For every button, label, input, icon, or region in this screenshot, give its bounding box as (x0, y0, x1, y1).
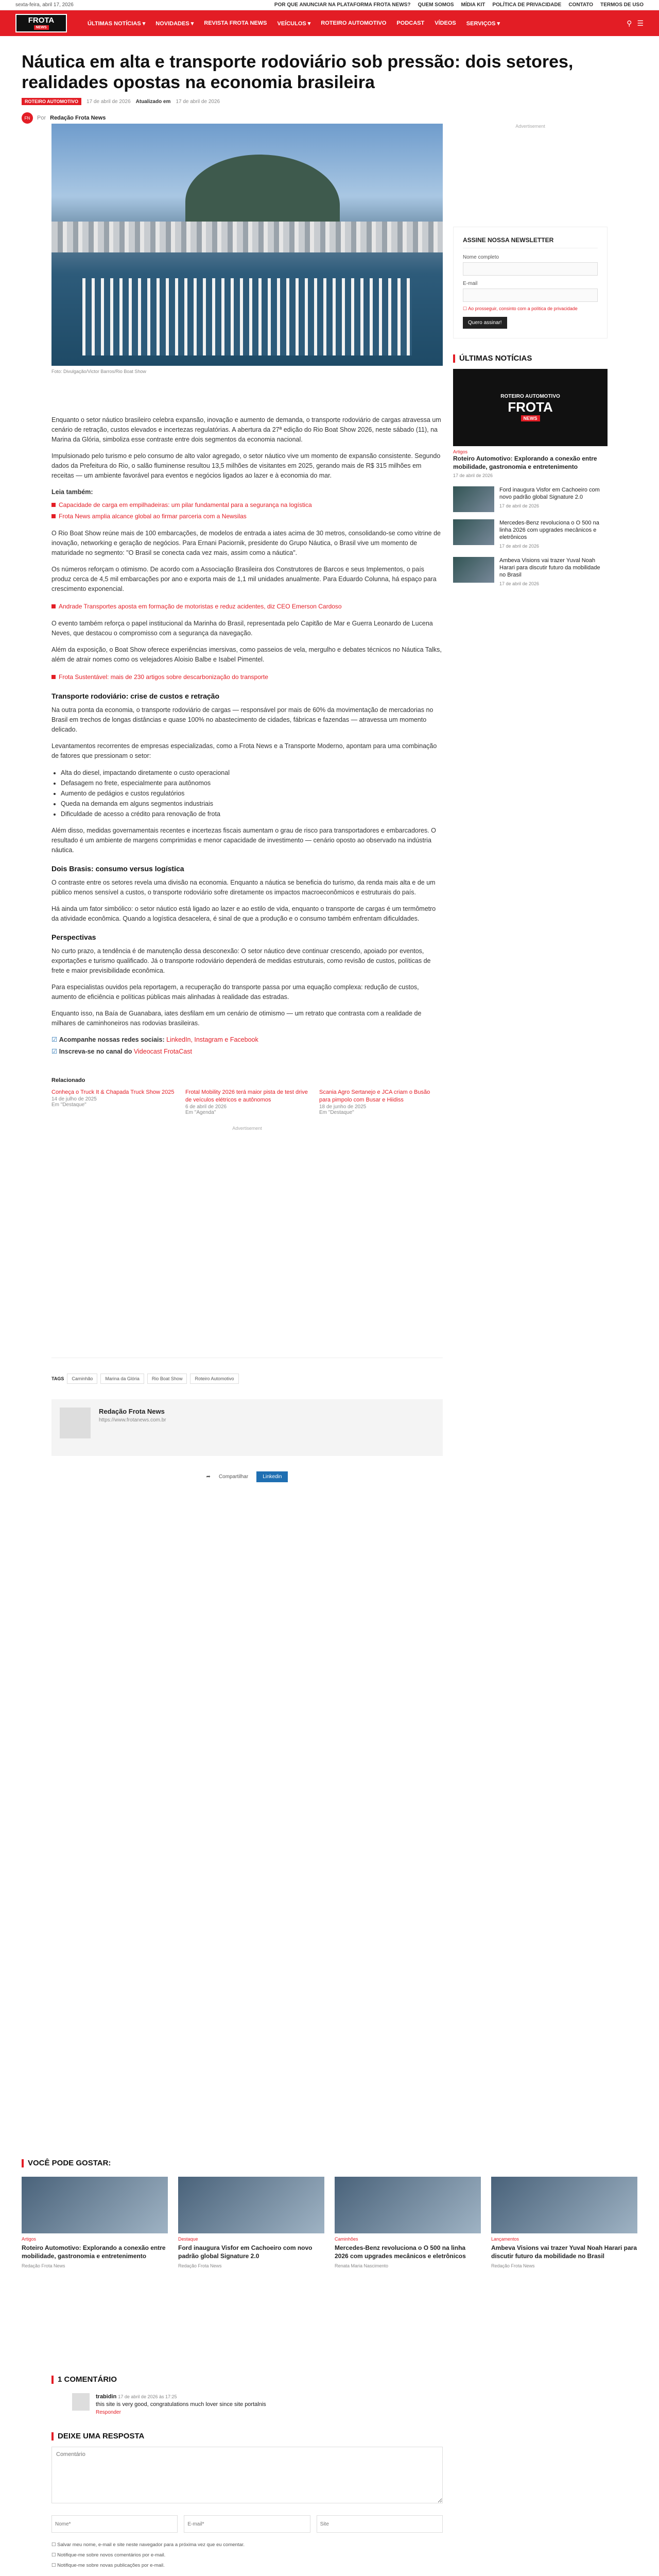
paragraph: Para especialistas ouvidos pela reportagem, a recuperação do transporte passa por uma equação complexa: redução de custos, aumento de eficiência e políticas públicas mais alinhadas à realidade das estradas. (51, 984, 419, 1001)
ad-label: Advertisement (515, 124, 545, 129)
related-item[interactable]: Frotal Mobility 2026 terá maior pista de test drive de veículos elétricos e autônomos 6 de abril de 2026 Em "Agenda" (185, 1089, 308, 1115)
name-field[interactable] (51, 2515, 178, 2533)
category-badge[interactable]: ROTEIRO AUTOMOTIVO (22, 98, 81, 105)
comments-section (51, 2375, 443, 2576)
ad-slot (51, 1131, 443, 1358)
section-heading: Perspectivas (51, 933, 96, 941)
image-caption: Foto: Divulgação/Victor Barros/Rio Boat Show (51, 369, 146, 374)
comments-title: 1 COMENTÁRIO (51, 2375, 443, 2384)
reply-title: DEIXE UMA RESPOSTA (51, 2432, 443, 2441)
tag-list (51, 1374, 443, 1384)
share-label: Compartilhar (218, 1474, 249, 1480)
list-item: • Alta do diesel, impactando diretamente o custo operacional (61, 768, 443, 778)
comment-date: 17 de abril de 2026 às 17:25 (118, 2394, 177, 2399)
hero-image (51, 124, 443, 366)
paragraph: Há ainda um fator simbólico: o setor náutico está ligado ao lazer e ao estilo de vida, enquanto o transporte de cargas é um termômetro da atividade econômica. Quando a logística desacelera, é sinal de que a produção e o consumo também enfrentam dificuldades. (51, 905, 436, 922)
main-nav (88, 20, 500, 27)
notify-posts-checkbox[interactable]: ☐ (51, 2563, 56, 2568)
paragraph: Além disso, medidas governamentais recentes e incertezas fiscais aumentam o grau de risco para transportadores e embarcadores. O resultado é um ambiente de margens comprimidas e menor capacidade de investimento — cenário oposto ao observado na indústria náutica. (51, 827, 436, 854)
nav-videos[interactable]: VÍDEOS (435, 20, 456, 26)
newsletter-box (453, 227, 608, 338)
author-box-name[interactable]: Redação Frota News (99, 1408, 165, 1415)
author-avatar: FN (22, 112, 33, 124)
related-link[interactable]: Frota News amplia alcance global ao firmar parceria com a Newsilas (51, 511, 443, 522)
newsletter-title: ASSINE NOSSA NEWSLETTER (463, 236, 598, 248)
nav-vehicles[interactable]: VEÍCULOS ▾ (277, 20, 311, 27)
comment-textarea[interactable] (51, 2447, 443, 2503)
article-body (51, 124, 443, 1482)
author-name[interactable]: Redação Frota News (50, 115, 106, 121)
paragraph: Na outra ponta da economia, o transporte rodoviário de cargas — responsável por mais de 60% da movimentação de mercadorias no Brasil em trechos de longas distâncias e quase 100% no abastecimento de cidades, fábricas e fazendas — atravessa um momento delicado. (51, 706, 433, 733)
top-link-privacy[interactable]: POLÍTICA DE PRIVACIDADE (492, 2, 562, 8)
site-logo[interactable]: FROTA NEWS (15, 14, 67, 32)
email-label: E-mail (463, 281, 478, 286)
updated-date: 17 de abril de 2026 (176, 98, 220, 105)
share-icon: ➦ (206, 1474, 211, 1480)
comment-text: this site is very good, congratulations much lover since site portalnis (96, 2401, 266, 2408)
paragraph: O contraste entre os setores revela uma divisão na economia. Enquanto a náutica se beneficia do turismo, da renda mais alta e de um público menos sensível a custos, o transporte rodoviário sofre diretamente os impactos macroeconômicos e estruturais do país. (51, 879, 436, 896)
related-label: Relacionado (51, 1077, 85, 1083)
sidebar (453, 124, 608, 587)
social-links[interactable]: LinkedIn, Instagram e Facebook (166, 1036, 258, 1043)
tag[interactable]: Caminhão (67, 1374, 97, 1384)
top-bar (0, 0, 659, 10)
paragraph: Além da exposição, o Boat Show oferece experiências imersivas, como passeios de vela, mergulho e debates técnicos no Náutica Talks, além de atrair nomes como os velejadores Aloisio Balbe e Isabel Pimentel. (51, 646, 442, 663)
menu-icon[interactable]: ☰ (637, 19, 644, 27)
you-may-like (22, 2159, 637, 2268)
top-link-terms[interactable]: TERMOS DE USO (600, 2, 644, 8)
paragraph: Enquanto o setor náutico brasileiro celebra expansão, inovação e aumento de demanda, o transporte rodoviário de cargas atravessa um cenário de retração, custos elevados e incertezas regulatórias. A abertura da 27ª edição do Rio Boat Show 2026, neste sábado (11), na Marina da Glória, simboliza esse contraste entre dois segmentos da economia nacional. (51, 416, 441, 443)
related-link[interactable]: Andrade Transportes aposta em formação de motoristas e reduz acidentes, diz CEO Emerson Cardoso (51, 601, 443, 612)
article-header (22, 52, 637, 124)
notify-comments-label: Notifique-me sobre novos comentários por e-mail. (57, 2552, 166, 2558)
sidebar-ad-slot (453, 129, 608, 227)
latest-item[interactable]: Mercedes-Benz revoluciona o O 500 na linha 2026 com upgrades mecânicos e eletrônicos 17 de abril de 2026 (453, 519, 608, 550)
paragraph: No curto prazo, a tendência é de manutenção dessa desconexão: O setor náutico deve continuar crescendo, apoiado por eventos, exportações e turismo qualificado. Já o transporte rodoviário dependerá de medidas estruturais, como revisão de custos, políticas de frete e maior previsibilidade econômica. (51, 947, 431, 974)
main-header (0, 10, 659, 36)
related-link[interactable]: Capacidade de carga em empilhadeiras: um pilar fundamental para a segurança na logística (51, 499, 443, 511)
nav-latest[interactable]: ÚLTIMAS NOTÍCIAS ▾ (88, 20, 146, 27)
subscribe-button[interactable]: Quero assinar! (463, 317, 507, 329)
author-prefix: Por (37, 115, 46, 121)
author-url[interactable]: https://www.frotanews.com.br (99, 1417, 166, 1423)
top-link-contact[interactable]: CONTATO (568, 2, 594, 8)
suggested-card[interactable]: Destaque Ford inaugura Visfor em Cachoeiro com novo padrão global Signature 2.0 Redação Frota News (178, 2177, 324, 2268)
consent-label: Ao prosseguir, consinto com a política de privacidade (468, 306, 578, 311)
suggested-card[interactable]: Lançamentos Ambeva Visions vai trazer Yuval Noah Harari para discutir futuro da mobilidade no Brasil Redação Frota News (491, 2177, 637, 2268)
author-photo (60, 1408, 91, 1438)
newsletter-name-input[interactable] (463, 262, 598, 276)
videocast-link[interactable]: Videocast FrotaCast (133, 1048, 192, 1055)
follow-label: Inscreva-se no canal do (59, 1048, 132, 1055)
notify-posts-label: Notifique-me sobre novas publicações por e-mail. (57, 2563, 165, 2568)
top-link-about[interactable]: QUEM SOMOS (418, 2, 454, 8)
you-may-like-title: VOCÊ PODE GOSTAR: (22, 2159, 637, 2167)
section-heading: Dois Brasis: consumo versus logística (51, 865, 184, 873)
tag[interactable]: Roteiro Automotivo (190, 1374, 238, 1384)
top-link-advertise[interactable]: POR QUE ANUNCIAR NA PLATAFORMA FROTA NEWS? (274, 2, 411, 8)
comment (72, 2393, 443, 2416)
related-link[interactable]: Frota Sustentável: mais de 230 artigos sobre descarbonização do transporte (51, 671, 443, 683)
paragraph: O Rio Boat Show reúne mais de 100 embarcações, de modelos de entrada a iates acima de 30 metros, consolidando-se como vitrine de inovação, networking e geração de negócios. Para Ernani Paciornik, presidente do Grupo Náutica, o Brasil vive um momento de maturidade no segmento: "O Brasil se conecta cada vez mais, assim como a náutica". (51, 530, 441, 556)
nav-news[interactable]: NOVIDADES ▾ (155, 20, 194, 27)
updated-label: Atualizado em (135, 98, 171, 105)
search-icon[interactable]: ⚲ (627, 19, 632, 27)
suggested-card[interactable]: Caminhões Mercedes-Benz revoluciona o O 500 na linha 2026 com upgrades mecânicos e eletrônicos Renata Maria Nascimento (335, 2177, 481, 2268)
nav-podcast[interactable]: PODCAST (396, 20, 425, 26)
list-item: • Queda na demanda em alguns segmentos industriais (61, 799, 443, 809)
featured-latest[interactable]: ROTEIRO AUTOMOTIVO FROTA NEWS Artigos Roteiro Automotivo: Explorando a conexão entre mobilidade, gastronomia e entretenimento 17 de abril de 2026 (453, 369, 608, 478)
paragraph: Levantamentos recorrentes de empresas especializadas, como a Frota News e a Transporte Moderno, apontam para uma combinação de fatores que pressionam o setor: (51, 742, 437, 759)
linkedin-share-button[interactable]: Linkedin (256, 1471, 288, 1482)
list-item: • Dificuldade de acesso a crédito para renovação de frota (61, 809, 443, 819)
nav-services[interactable]: SERVIÇOS ▾ (466, 20, 500, 27)
ad-label: Advertisement (232, 1126, 262, 1131)
tag[interactable]: Rio Boat Show (147, 1374, 187, 1384)
tag[interactable]: Marina da Glória (100, 1374, 144, 1384)
list-item: • Aumento de pedágios e custos regulatórios (61, 788, 443, 799)
reply-link[interactable]: Responder (96, 2410, 121, 2415)
tags-label: TAGS (51, 1376, 64, 1381)
name-label: Nome completo (463, 255, 499, 260)
section-heading: Transporte rodoviário: crise de custos e retração (51, 692, 220, 700)
consent-checkbox[interactable]: ☐ (463, 306, 467, 311)
follow-label: Acompanhe nossas redes sociais: (59, 1036, 165, 1043)
paragraph: Enquanto isso, na Baía de Guanabara, iates desfilam em um cenário de otimismo — um retrato que contrasta com a realidade de milhares de caminhoneiros nas rodovias brasileiras. (51, 1010, 422, 1027)
latest-item[interactable]: Ford inaugura Visfor em Cachoeiro com novo padrão global Signature 2.0 17 de abril de 2026 (453, 486, 608, 512)
notify-comments-checkbox[interactable]: ☐ (51, 2552, 56, 2558)
read-also-label: Leia também: (51, 488, 93, 496)
save-info-label: Salvar meu nome, e-mail e site neste navegador para a próxima vez que eu comentar. (57, 2542, 245, 2548)
current-date: sexta-feira, abril 17, 2026 (15, 2, 74, 8)
commenter-avatar (72, 2393, 90, 2411)
factor-list (61, 768, 443, 819)
related-item[interactable]: Conheça o Truck It & Chapada Truck Show 2025 14 de julho de 2025 Em "Destaque" (51, 1089, 175, 1108)
check-icon: ☑ (51, 1036, 58, 1043)
paragraph: Os números reforçam o otimismo. De acordo com a Associação Brasileira dos Construtores de Barcos e seus Implementos, o país produz cerca de 4,5 mil embarcações por ano e exporta mais de 1,1 mil unidades anualmente. Para Eduardo Colunna, há espaço para crescimento exponencial. (51, 566, 437, 592)
article-title: Náutica em alta e transporte rodoviário sob pressão: dois setores, realidades opostas na economia brasileira (22, 52, 574, 92)
newsletter-email-input[interactable] (463, 289, 598, 302)
suggested-card[interactable]: Artigos Roteiro Automotivo: Explorando a conexão entre mobilidade, gastronomia e entretenimento Redação Frota News (22, 2177, 168, 2268)
latest-item[interactable]: Ambeva Visions vai trazer Yuval Noah Harari para discutir futuro da mobilidade no Brasil 17 de abril de 2026 (453, 557, 608, 587)
top-link-mediakit[interactable]: MÍDIA KIT (461, 2, 485, 8)
nav-route[interactable]: ROTEIRO AUTOMOTIVO (321, 20, 387, 26)
list-item: • Defasagem no frete, especialmente para autônomos (61, 778, 443, 788)
site-field[interactable] (317, 2515, 443, 2533)
author-box (51, 1399, 443, 1456)
commenter-name: trabidin (96, 2394, 117, 2400)
email-field[interactable] (184, 2515, 310, 2533)
nav-magazine[interactable]: REVISTA FROTA NEWS (204, 20, 267, 26)
paragraph: Impulsionado pelo turismo e pelo consumo de alto valor agregado, o setor náutico vive um momento de expansão consistente. Segundo dados da Prefeitura do Rio, o salão fluminense resultou 13,5 milhões de visitantes em 2025, gerando mais de R$ 315 milhões em receitas — um ambiente favorável para eventos e negócios ligados ao lazer e à economia do mar. (51, 452, 441, 479)
publish-date: 17 de abril de 2026 (86, 98, 131, 105)
latest-news-title: ÚLTIMAS NOTÍCIAS (453, 354, 608, 363)
save-info-checkbox[interactable]: ☐ (51, 2542, 56, 2548)
related-item[interactable]: Scania Agro Sertanejo e JCA criam o Busão para pimpolo com Busar e Hiidiss 18 de junho de 2025 Em "Destaque" (319, 1089, 430, 1115)
paragraph: O evento também reforça o papel institucional da Marinha do Brasil, representada pelo Capitão de Mar e Guerra Leonardo de Lucena Neves, que destacou o compromisso com a segurança da navegação. (51, 620, 433, 637)
check-icon: ☑ (51, 1048, 58, 1055)
